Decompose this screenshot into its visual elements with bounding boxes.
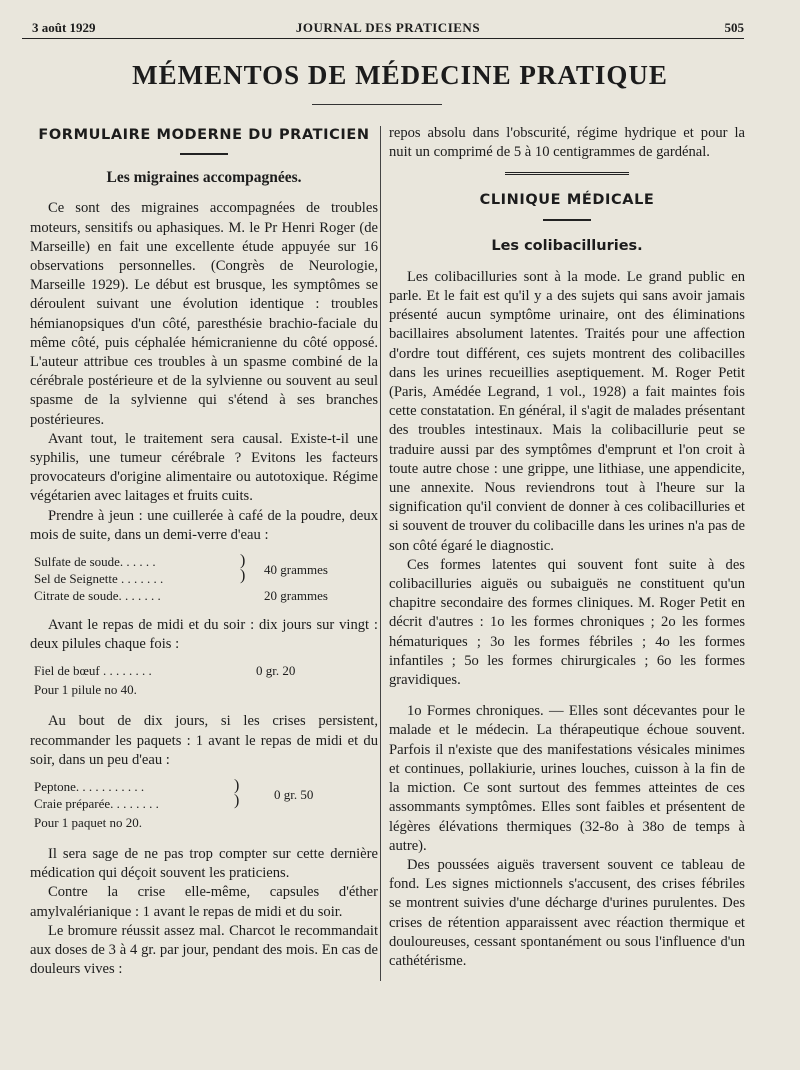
journal-name: JOURNAL DES PRATICIENS (295, 20, 481, 35)
rx-note: Pour 1 paquet no 20. (34, 815, 142, 831)
paragraph: Des poussées aiguës traversent souvent ce tableau de fond. Les signes mictionnels s'accusent, des crises fébriles se montrent suivies d'une décharge d'urines purulentes. Des crises de rétention apparaissent avec réaction thermique et douloureuses, cessant spontanément ou sous l'influence d'un cathétérisme. (389, 856, 745, 969)
rx-dose: 40 grammes (264, 562, 328, 578)
brace: ) (234, 792, 240, 810)
left-column (30, 126, 378, 980)
paragraph: Les colibacilluries sont à la mode. Le grand public en parle. Et le fait est qu'il y a des sujets qui sans avoir jamais présenté aucun symptôme urinaire, ont des éliminations bacillaires absolument latentes. Traités pour une affection d'ordre tout différent, ces sujets montrent des colibacilles dans les urines recueillies aseptiquement. M. Roger Petit (Paris, Amédée Legrand, 1 vol., 1928) a fait maintes fois cette constatation. En général, il s'agit de malades présentant des troubles intestinaux. Mais la colibacillurie peut se traduire aussi par des symptômes d'emprunt et l'on croit à toute autre chose : une grippe, une lithiase, une appendicite, une annexite. Nous reviendrons tout à l'heure sur la signification qu'il convient de donner à ces colibacilluries et si souvent de trouver du colibacille dans les urines n'a pas de son côté égaré le diagnostic. (389, 268, 745, 554)
paragraph: Au bout de dix jours, si les crises persistent, recommander les paquets : 1 avant le repas de midi et du soir, dans un peu d'eau : (30, 713, 378, 768)
article-title-colibacilluries: Les colibacilluries. (491, 237, 643, 254)
title-rule (312, 104, 442, 105)
prescription-powder (34, 553, 378, 604)
section-title-formulaire: FORMULAIRE MODERNE DU PRATICIEN (38, 127, 370, 143)
brace: ) (234, 777, 240, 795)
running-header (32, 20, 744, 40)
paragraph-continuation: repos absolu dans l'obscurité, régime hydrique et pour la nuit un comprimé de 5 à 10 centigrammes de gardénal. (389, 125, 745, 161)
rx-dose: 0 gr. 50 (274, 787, 314, 803)
brace: ) (240, 567, 246, 585)
paragraph: Prendre à jeun : une cuillerée à café de la poudre, deux mois de suite, dans un demi-verre d'eau : (30, 507, 378, 543)
paragraph: Le bromure réussit assez mal. Charcot le recommandait aux doses de 3 à 4 gr. par jour, pendant des mois. En cas de douleurs vives : (30, 922, 378, 978)
paragraph: Contre la crise elle-même, capsules d'éther amylvalérianique : 1 avant le repas de midi et du soir. (30, 884, 378, 920)
rx-item: Sel de Seignette . . . . . . . (34, 571, 164, 587)
article-title-migraines: Les migraines accompagnées. (106, 169, 302, 187)
issue-date: 3 août 1929 (32, 20, 96, 35)
page-number: 505 (724, 20, 744, 35)
rx-item: Sulfate de soude. . . . . . (34, 554, 156, 570)
prescription-pills (34, 662, 378, 698)
brace: ) (240, 552, 246, 570)
paragraph: Ce sont des migraines accompagnées de troubles moteurs, sensitifs ou aphasiques. M. le Pr Henri Roger (de Marseille) en fait une excellente étude appuyée sur 16 observations personnelles. (Congrès de Neurologie, Marseille 1929). Le début est brusque, les symptômes se déroulent suivant une évolution identique : troubles hémianopsiques d'un côté, paresthésie brachio-faciale du même côté, puis céphalée hémicranienne du côté opposé. L'auteur attribue ces troubles à un spasme combiné de la cérébrale postérieure et de la sylvienne ou souvent au seul spasme de la sylvienne qui s'étend à ses branches postérieures. (30, 200, 378, 428)
paragraph: 1o Formes chroniques. — Elles sont décevantes pour le malade et le médecin. La thérapeutique échoue souvent. Parfois il n'existe que des manifestations vésicales minimes et continues, pollakiurie, urines louches, cuisson à la fin de la miction. Ce sont surtout des femmes atteintes de ces assommants symptômes. Elles sont faibles et présentent de légères élévations thermiques (32-8o à 38o de temps à autre). (389, 703, 745, 854)
section-separator (505, 172, 629, 177)
header-rule (22, 38, 744, 39)
paragraph: Avant tout, le traitement sera causal. Existe-t-il une syphilis, une tumeur cérébrale ? Evitons les facteurs provocateurs d'origine alimentaire ou autotoxique. Régime végétarien avec laitages et fruits cuits. (30, 430, 378, 505)
section-rule (543, 219, 591, 221)
paragraph: Ces formes latentes qui souvent font suite à des colibacilluries aiguës ou subaiguës ne constituent qu'un chapitre secondaire des formes cliniques. M. Roger Petit en décrit d'autres : 1o les formes chroniques ; 2o les formes hématuriques ; 3o les formes fébriles ; 4o les formes infantiles ; 5o les formes chirurgicales ; 6o les formes gravidiques. (389, 556, 745, 689)
paragraph: Il sera sage de ne pas trop compter sur cette dernière médication qui déçoit souvent les praticiens. (30, 846, 378, 882)
rx-item: Peptone. . . . . . . . . . . (34, 779, 145, 795)
paragraph: Avant le repas de midi et du soir : dix jours sur vingt : deux pilules chaque fois : (30, 617, 378, 653)
right-column (389, 124, 745, 971)
section-title-clinique: CLINIQUE MÉDICALE (479, 192, 655, 209)
rx-item: Fiel de bœuf . . . . . . . . (34, 663, 152, 679)
rx-dose: 0 gr. 20 (256, 663, 296, 679)
section-rule (180, 153, 228, 155)
rx-item: Citrate de soude. . . . . . . (34, 588, 161, 604)
rx-item: Craie préparée. . . . . . . . (34, 796, 159, 812)
column-divider (380, 126, 381, 981)
page-title: MÉMENTOS DE MÉDECINE PRATIQUE (132, 60, 668, 90)
rx-dose: 20 grammes (264, 588, 328, 604)
rx-note: Pour 1 pilule no 40. (34, 682, 137, 698)
prescription-packets (34, 778, 378, 831)
